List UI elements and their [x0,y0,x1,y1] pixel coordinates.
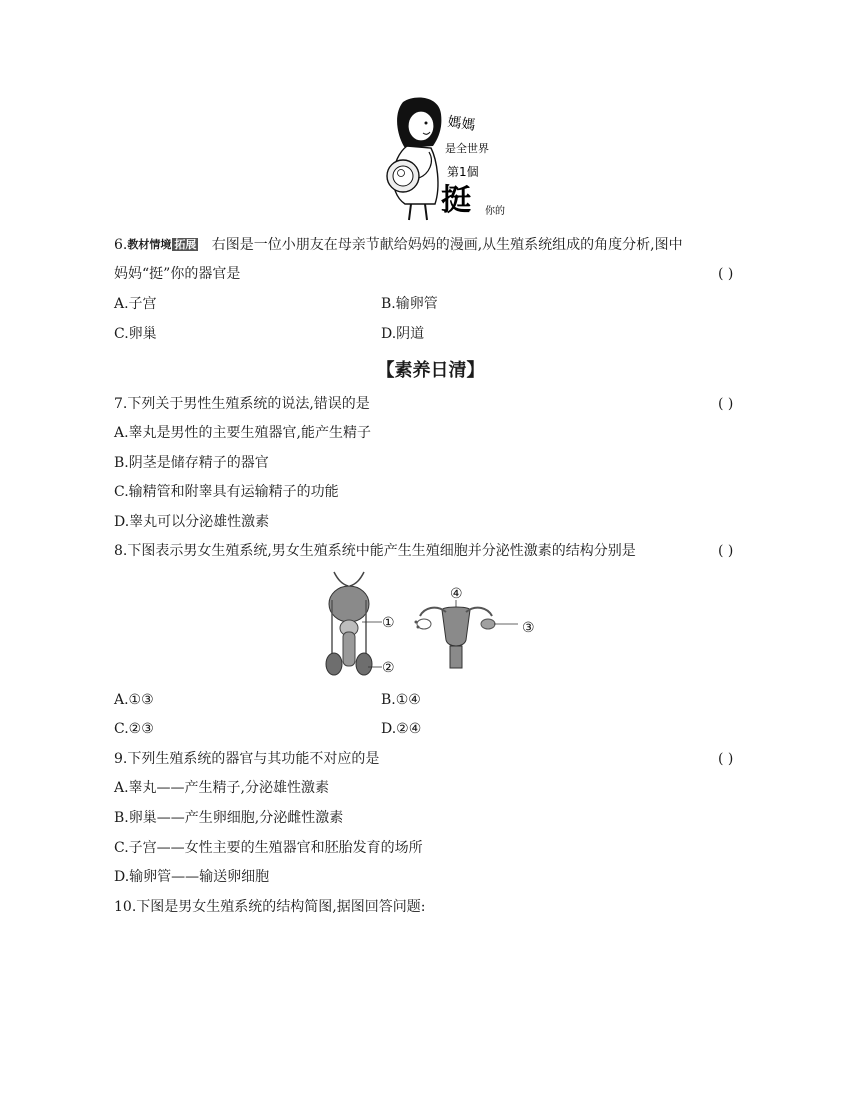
q6-option-b[interactable]: B.输卵管 [381,296,438,312]
q8-answer-paren: ( ) [718,543,734,559]
q9-answer-paren: ( ) [718,751,734,767]
q7-option-c[interactable]: C.输精管和附睾具有运输精子的功能 [114,484,339,500]
q8-option-b[interactable]: B.①④ [381,692,421,708]
q7-answer-paren: ( ) [718,396,734,412]
q6-number: 6. [114,237,128,253]
q8-label-3: ③ [522,620,535,636]
q6-stem-text: 右图是一位小朋友在母亲节献给妈妈的漫画,从生殖系统组成的角度分析,图中 [211,237,683,253]
section-heading: 【素养日清】 [376,360,485,381]
q6-stem-line2: 妈妈“挺”你的器官是 [114,266,241,282]
q6-tag [127,238,198,252]
q6-option-d[interactable]: D.阴道 [381,326,425,342]
q6-stem-line1 [114,235,683,255]
q8-label-1: ① [382,615,395,631]
q9-option-c[interactable]: C.子宫——女性主要的生殖器官和胚胎发育的场所 [114,840,423,856]
q9-stem: 9.下列生殖系统的器官与其功能不对应的是 [114,751,380,767]
female-reproductive-figure [412,600,524,672]
q6-tag-badge: 拓展 [174,238,197,251]
cartoon-text-3: 第1個 [447,165,479,179]
mothers-day-cartoon [385,96,520,224]
q9-option-a[interactable]: A.睾丸——产生精子,分泌雄性激素 [114,780,330,796]
q6-tag-text: 教材情境 [127,238,172,251]
q7-option-a[interactable]: A.睾丸是男性的主要生殖器官,能产生精子 [114,425,372,441]
q7-option-b[interactable]: B.阴茎是储存精子的器官 [114,455,269,471]
cartoon-text-2: 是全世界 [445,142,489,155]
cartoon-text-5: 你的 [485,206,505,217]
q9-option-d[interactable]: D.输卵管——输送卵细胞 [114,869,270,885]
cartoon-text-1: 媽媽 [446,114,477,134]
q10-stem: 10.下图是男女生殖系统的结构简图,据图回答问题: [114,899,426,915]
q8-label-4: ④ [450,586,463,602]
q8-option-a[interactable]: A.①③ [114,692,154,708]
q8-stem: 8.下图表示男女生殖系统,男女生殖系统中能产生生殖细胞并分泌性激素的结构分别是 [114,543,636,559]
q8-option-d[interactable]: D.②④ [381,721,422,737]
cartoon-text-4: 挺 [441,183,471,218]
q6-option-c[interactable]: C.卵巢 [114,326,157,342]
q9-option-b[interactable]: B.卵巢——产生卵细胞,分泌雌性激素 [114,810,344,826]
q7-stem: 7.下列关于男性生殖系统的说法,错误的是 [114,396,370,412]
q8-label-2: ② [382,660,395,676]
q6-answer-paren: ( ) [718,266,734,282]
q8-option-c[interactable]: C.②③ [114,721,154,737]
q6-option-a[interactable]: A.子宫 [114,296,157,312]
q7-option-d[interactable]: D.睾丸可以分泌雄性激素 [114,514,270,530]
